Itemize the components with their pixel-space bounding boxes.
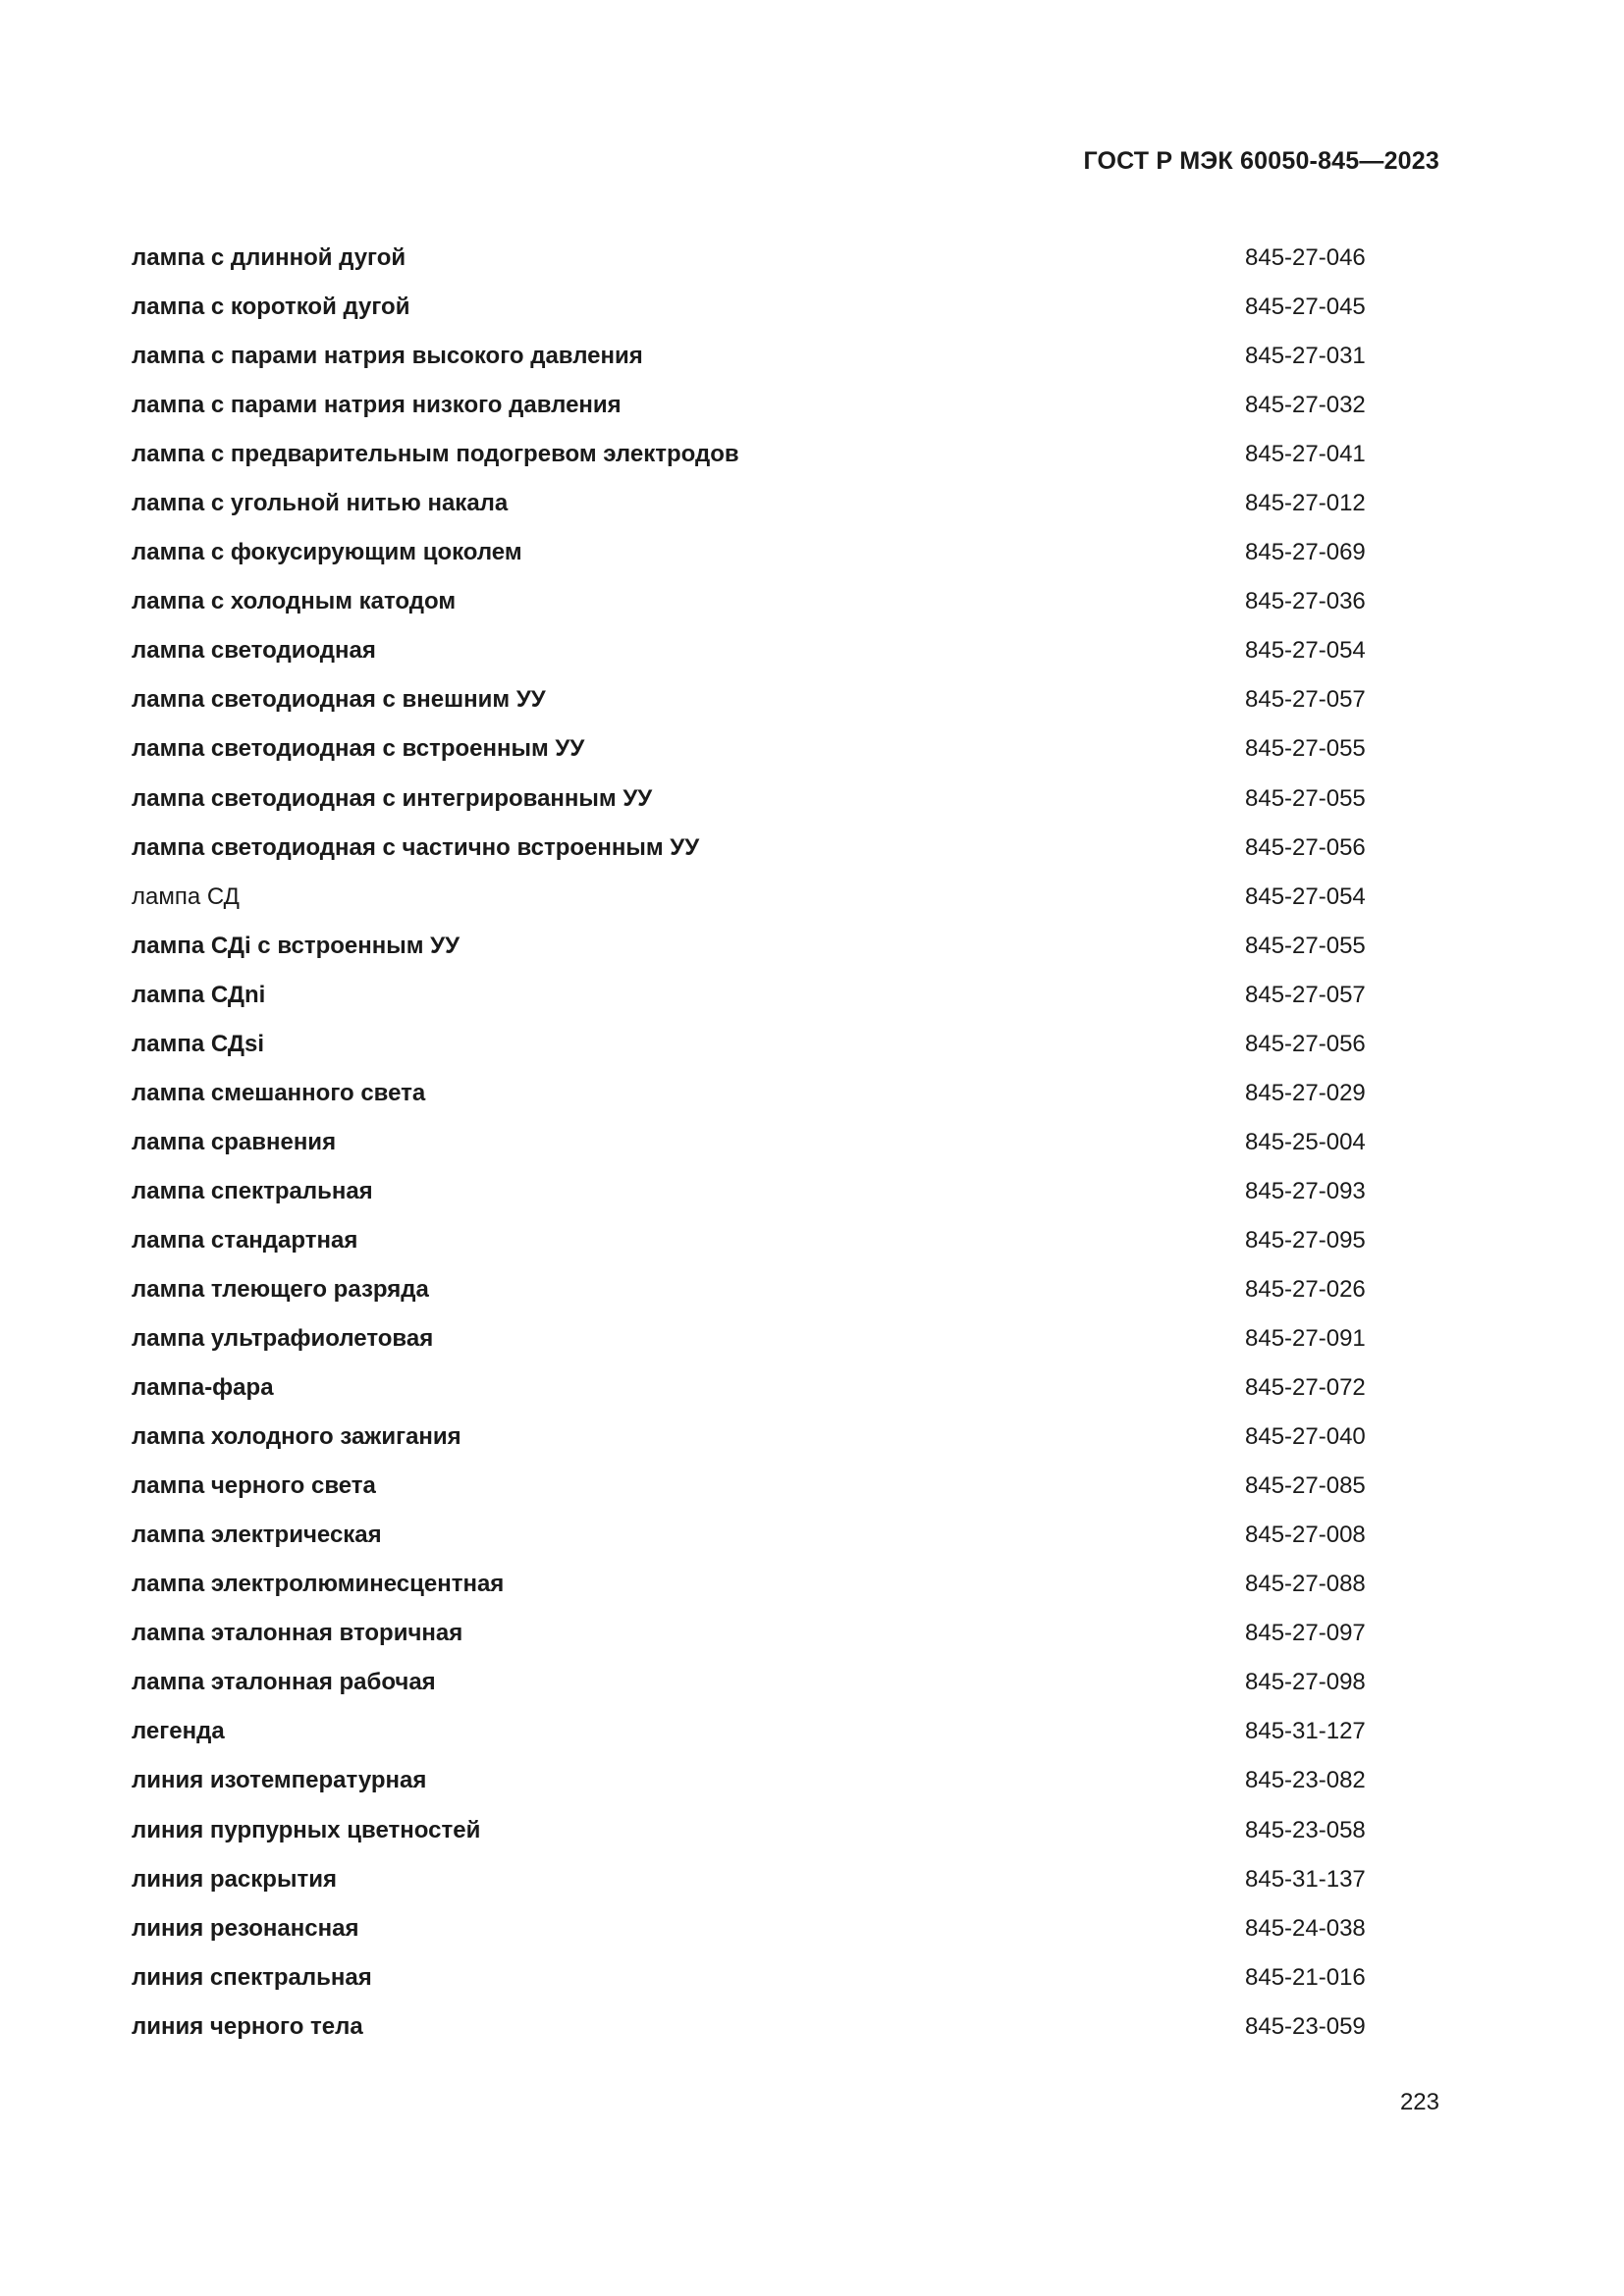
entry-term: лампа смешанного света bbox=[132, 1079, 426, 1106]
entry-code: 845-27-098 bbox=[1245, 1669, 1366, 1696]
index-entry bbox=[132, 577, 1439, 626]
entry-term: лампа-фара bbox=[132, 1374, 274, 1402]
index-entry bbox=[132, 873, 1439, 922]
index-entry bbox=[132, 1806, 1439, 1855]
entry-code: 845-27-069 bbox=[1245, 539, 1366, 566]
entry-code: 845-27-093 bbox=[1245, 1177, 1366, 1204]
entry-term: лампа черного света bbox=[132, 1472, 376, 1500]
index-entry bbox=[132, 1314, 1439, 1363]
index-entry bbox=[132, 528, 1439, 577]
index-entry bbox=[132, 2002, 1439, 2052]
entry-code: 845-27-088 bbox=[1245, 1571, 1366, 1598]
entry-term: лампа светодиодная с внешним УУ bbox=[132, 686, 546, 714]
document-header: ГОСТ Р МЭК 60050-845—2023 bbox=[1083, 147, 1439, 175]
entry-term: лампа спектральная bbox=[132, 1177, 373, 1204]
entry-term: линия спектральная bbox=[132, 1963, 372, 1991]
entry-code: 845-27-057 bbox=[1245, 981, 1366, 1008]
index-entry bbox=[132, 1756, 1439, 1805]
entry-term: линия раскрытия bbox=[132, 1865, 337, 1893]
index-entry bbox=[132, 824, 1439, 873]
index-entry bbox=[132, 1216, 1439, 1265]
index-entry bbox=[132, 1020, 1439, 1069]
index-entry bbox=[132, 1167, 1439, 1216]
entry-code: 845-27-040 bbox=[1245, 1423, 1366, 1451]
entry-term: лампа электролюминесцентная bbox=[132, 1571, 505, 1598]
entry-term: лампа СД bbox=[132, 882, 240, 910]
entry-term: лампа светодиодная с интегрированным УУ bbox=[132, 784, 653, 812]
entry-term: лампа светодиодная с встроенным УУ bbox=[132, 735, 585, 763]
entry-term: лампа с холодным катодом bbox=[132, 588, 457, 615]
entry-code: 845-27-032 bbox=[1245, 392, 1366, 419]
entry-code: 845-27-012 bbox=[1245, 490, 1366, 517]
entry-term: лампа СДni bbox=[132, 981, 266, 1008]
entry-code: 845-27-091 bbox=[1245, 1325, 1366, 1353]
entry-code: 845-23-082 bbox=[1245, 1767, 1366, 1794]
entry-code: 845-27-055 bbox=[1245, 784, 1366, 812]
index-entry bbox=[132, 430, 1439, 479]
entry-term: лампа с короткой дугой bbox=[132, 294, 410, 321]
index-entry bbox=[132, 234, 1439, 283]
index-entry bbox=[132, 1413, 1439, 1462]
index-entry bbox=[132, 1118, 1439, 1167]
index-entry bbox=[132, 1658, 1439, 1707]
entry-term: легенда bbox=[132, 1718, 225, 1745]
page-number: 223 bbox=[1399, 2089, 1439, 2115]
entry-term: линия пурпурных цветностей bbox=[132, 1816, 481, 1843]
entry-code: 845-27-057 bbox=[1245, 686, 1366, 714]
entry-code: 845-31-127 bbox=[1245, 1718, 1366, 1745]
entry-term: лампа светодиодная с частично встроенным УУ bbox=[132, 833, 700, 861]
entry-code: 845-23-058 bbox=[1245, 1816, 1366, 1843]
index-entry bbox=[132, 1265, 1439, 1314]
index-entry bbox=[132, 1609, 1439, 1658]
entry-code: 845-27-072 bbox=[1245, 1374, 1366, 1402]
entry-code: 845-27-056 bbox=[1245, 1030, 1366, 1057]
index-entry bbox=[132, 332, 1439, 381]
entry-term: лампа с фокусирующим цоколем bbox=[132, 539, 522, 566]
entry-code: 845-27-026 bbox=[1245, 1275, 1366, 1303]
entry-term: линия резонансная bbox=[132, 1914, 359, 1942]
index-entry bbox=[132, 971, 1439, 1020]
term-index-list bbox=[132, 234, 1439, 2052]
index-entry bbox=[132, 381, 1439, 430]
entry-term: лампа с длинной дугой bbox=[132, 244, 406, 271]
entry-term: лампа тлеющего разряда bbox=[132, 1275, 429, 1303]
entry-term: линия изотемпературная bbox=[132, 1767, 427, 1794]
entry-code: 845-23-059 bbox=[1245, 2012, 1366, 2040]
entry-code: 845-27-008 bbox=[1245, 1522, 1366, 1549]
entry-code: 845-27-055 bbox=[1245, 932, 1366, 959]
entry-code: 845-27-036 bbox=[1245, 588, 1366, 615]
entry-term: лампа сравнения bbox=[132, 1128, 337, 1155]
index-entry bbox=[132, 1069, 1439, 1118]
entry-code: 845-27-031 bbox=[1245, 343, 1366, 370]
entry-code: 845-27-097 bbox=[1245, 1620, 1366, 1647]
index-entry bbox=[132, 1462, 1439, 1511]
entry-code: 845-27-055 bbox=[1245, 735, 1366, 763]
entry-term: лампа с парами натрия низкого давления bbox=[132, 392, 622, 419]
entry-term: лампа СДi с встроенным УУ bbox=[132, 932, 460, 959]
index-entry bbox=[132, 626, 1439, 675]
index-entry bbox=[132, 479, 1439, 528]
index-entry bbox=[132, 774, 1439, 824]
entry-code: 845-27-056 bbox=[1245, 833, 1366, 861]
index-entry bbox=[132, 1855, 1439, 1904]
entry-code: 845-21-016 bbox=[1245, 1963, 1366, 1991]
entry-term: лампа электрическая bbox=[132, 1522, 382, 1549]
index-entry bbox=[132, 1953, 1439, 2002]
entry-code: 845-27-045 bbox=[1245, 294, 1366, 321]
index-entry bbox=[132, 1560, 1439, 1609]
index-entry bbox=[132, 922, 1439, 971]
entry-term: лампа с угольной нитью накала bbox=[132, 490, 509, 517]
entry-term: лампа холодного зажигания bbox=[132, 1423, 461, 1451]
index-entry bbox=[132, 724, 1439, 774]
index-entry bbox=[132, 283, 1439, 332]
index-entry bbox=[132, 1707, 1439, 1756]
entry-term: линия черного тела bbox=[132, 2012, 363, 2040]
index-entry bbox=[132, 1511, 1439, 1560]
entry-term: лампа стандартная bbox=[132, 1226, 358, 1254]
entry-term: лампа светодиодная bbox=[132, 637, 376, 665]
entry-code: 845-27-095 bbox=[1245, 1226, 1366, 1254]
index-entry bbox=[132, 1363, 1439, 1413]
entry-term: лампа эталонная вторичная bbox=[132, 1620, 463, 1647]
entry-code: 845-27-029 bbox=[1245, 1079, 1366, 1106]
entry-term: лампа СДsi bbox=[132, 1030, 264, 1057]
index-entry bbox=[132, 675, 1439, 724]
entry-code: 845-24-038 bbox=[1245, 1914, 1366, 1942]
entry-code: 845-31-137 bbox=[1245, 1865, 1366, 1893]
entry-code: 845-25-004 bbox=[1245, 1128, 1366, 1155]
entry-code: 845-27-046 bbox=[1245, 244, 1366, 271]
entry-term: лампа эталонная рабочая bbox=[132, 1669, 436, 1696]
entry-code: 845-27-085 bbox=[1245, 1472, 1366, 1500]
entry-term: лампа с парами натрия высокого давления bbox=[132, 343, 643, 370]
entry-code: 845-27-054 bbox=[1245, 637, 1366, 665]
entry-term: лампа ультрафиолетовая bbox=[132, 1325, 434, 1353]
entry-code: 845-27-041 bbox=[1245, 441, 1366, 468]
entry-code: 845-27-054 bbox=[1245, 882, 1366, 910]
entry-term: лампа с предварительным подогревом электродов bbox=[132, 441, 739, 468]
index-entry bbox=[132, 1904, 1439, 1953]
